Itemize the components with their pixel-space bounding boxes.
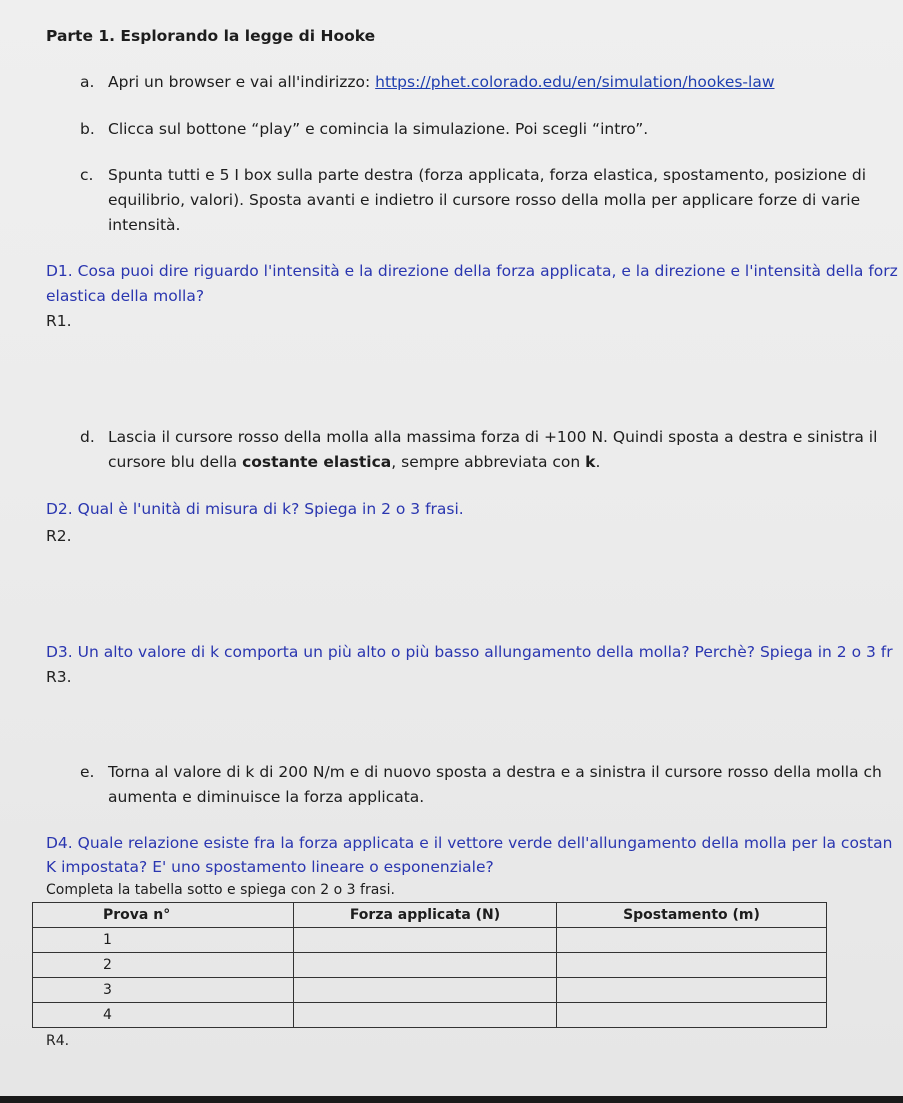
step-c-line1: Spunta tutti e 5 I box sulla parte destra (forza applicata, forza elastica, spostamento, posizione di xyxy=(108,166,867,184)
cell-prova: 2 xyxy=(33,953,294,978)
cell-forza[interactable] xyxy=(294,953,557,978)
step-a-text: Apri un browser e vai all'indirizzo: xyxy=(108,73,376,91)
step-d-line2-mid: , sempre abbreviata con xyxy=(391,453,586,471)
data-table xyxy=(32,902,827,1028)
phet-link[interactable]: https://phet.colorado.edu/en/simulation/hookes-law xyxy=(375,73,775,91)
header-forza: Forza applicata (N) xyxy=(294,903,557,928)
step-d-line1: Lascia il cursore rosso della molla alla massima forza di +100 N. Quindi sposta a destra e sinistra il xyxy=(108,428,878,446)
question-d1-line1: D1. Cosa puoi dire riguardo l'intensità e la direzione della forza applicata, e la direzione e l'intensità della forz xyxy=(46,262,898,280)
step-d-line2-end: . xyxy=(595,453,601,471)
cell-prova: 4 xyxy=(33,1003,294,1028)
bottom-edge xyxy=(0,1096,903,1103)
table-header-row xyxy=(33,903,827,928)
header-spostamento: Spostamento (m) xyxy=(557,903,827,928)
cell-spostamento[interactable] xyxy=(557,953,827,978)
response-r3[interactable]: R3. xyxy=(46,668,72,686)
step-e-line1: Torna al valore di k di 200 N/m e di nuovo sposta a destra e a sinistra il cursore rosso della molla ch xyxy=(108,763,882,781)
step-d-letter: d. xyxy=(80,428,95,446)
response-r2[interactable]: R2. xyxy=(46,527,72,545)
cell-forza[interactable] xyxy=(294,928,557,953)
page-title: Parte 1. Esplorando la legge di Hooke xyxy=(46,27,376,45)
step-a xyxy=(108,73,775,91)
table-row xyxy=(33,1003,827,1028)
cell-spostamento[interactable] xyxy=(557,928,827,953)
step-d-k: k xyxy=(585,453,596,471)
cell-prova: 3 xyxy=(33,978,294,1003)
response-r1[interactable]: R1. xyxy=(46,312,72,330)
step-e-line2: aumenta e diminuisce la forza applicata. xyxy=(108,788,425,806)
step-d-bold-term: costante elastica xyxy=(242,453,392,471)
step-c-line3: intensità. xyxy=(108,216,181,234)
table-row xyxy=(33,928,827,953)
table-row xyxy=(33,978,827,1003)
step-b-text: Clicca sul bottone “play” e comincia la simulazione. Poi scegli “intro”. xyxy=(108,120,649,138)
step-c-line2: equilibrio, valori). Sposta avanti e indietro il cursore rosso della molla per applicare forze di varie xyxy=(108,191,861,209)
question-d3: D3. Un alto valore di k comporta un più alto o più basso allungamento della molla? Perchè? Spiega in 2 o 3 fr xyxy=(46,643,893,661)
cell-spostamento[interactable] xyxy=(557,978,827,1003)
response-r4[interactable]: R4. xyxy=(46,1033,70,1049)
step-d-line2-pre: cursore blu della xyxy=(108,453,243,471)
cell-forza[interactable] xyxy=(294,1003,557,1028)
step-a-letter: a. xyxy=(80,73,95,91)
question-d1-line2: elastica della molla? xyxy=(46,287,205,305)
table-intro: Completa la tabella sotto e spiega con 2 o 3 frasi. xyxy=(46,882,395,898)
table-row xyxy=(33,953,827,978)
header-prova: Prova n° xyxy=(33,903,294,928)
step-d-line2 xyxy=(108,453,600,471)
question-d4-line2: K impostata? E' uno spostamento lineare o esponenziale? xyxy=(46,858,494,876)
step-c-letter: c. xyxy=(80,166,94,184)
cell-prova: 1 xyxy=(33,928,294,953)
step-b-letter: b. xyxy=(80,120,95,138)
question-d4-line1: D4. Quale relazione esiste fra la forza applicata e il vettore verde dell'allungamento della molla per la costan xyxy=(46,834,893,852)
cell-forza[interactable] xyxy=(294,978,557,1003)
question-d2: D2. Qual è l'unità di misura di k? Spiega in 2 o 3 frasi. xyxy=(46,500,464,518)
cell-spostamento[interactable] xyxy=(557,1003,827,1028)
step-e-letter: e. xyxy=(80,763,95,781)
